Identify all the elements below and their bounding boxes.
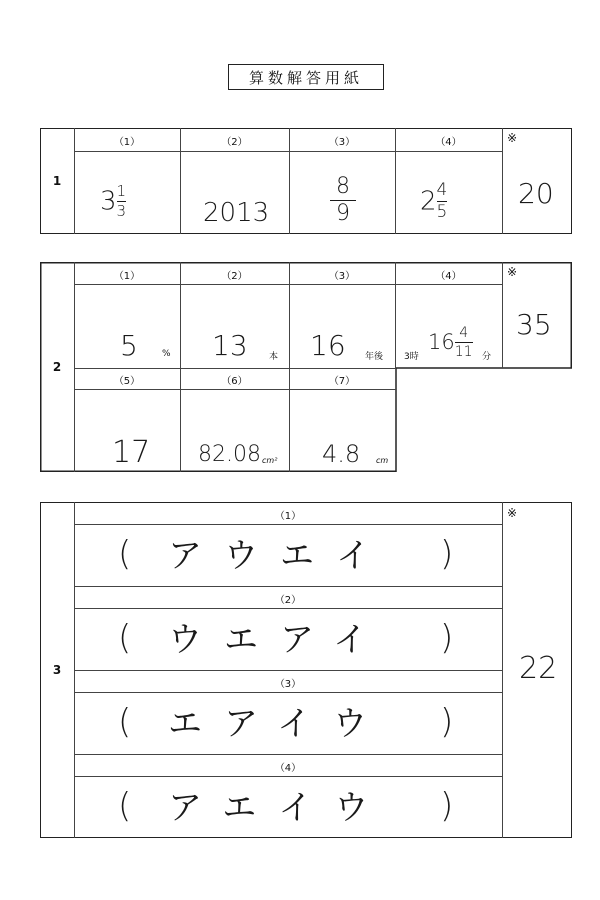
- label-row-divider: [74, 608, 502, 609]
- divider: [289, 262, 290, 472]
- answer-2-6: 82.08: [198, 442, 261, 467]
- sheet-title: 算数解答用紙: [228, 64, 384, 90]
- answer-1-1: [100, 184, 126, 219]
- unit-nengo: 年後: [365, 352, 384, 362]
- score-section-3: 22: [519, 651, 558, 686]
- unit-percent: %: [162, 349, 171, 359]
- close-paren: ): [440, 702, 454, 742]
- score-section-2: 35: [516, 308, 552, 341]
- answer-3-3: エアイウ: [168, 704, 389, 744]
- answer-2-5: 17: [112, 435, 151, 470]
- denominator: 9: [336, 201, 350, 226]
- unit-fun: 分: [482, 352, 492, 362]
- mixed-whole: 16: [428, 330, 455, 354]
- section-2-number: 2: [52, 360, 62, 374]
- numerator: 8: [336, 174, 350, 199]
- unit-hon: 本: [269, 352, 279, 362]
- q3-1-label: （1）: [274, 510, 302, 522]
- close-paren: ): [440, 534, 454, 574]
- answer-1-2: 2013: [203, 198, 270, 228]
- q3-3-label: （3）: [274, 678, 302, 690]
- numerator: 4: [459, 325, 469, 341]
- numerator: 4: [436, 180, 448, 200]
- open-paren: (: [118, 786, 132, 826]
- section-3-number: 3: [52, 663, 62, 677]
- score-section-1: 20: [518, 177, 554, 210]
- label-row-divider: [74, 389, 396, 390]
- divider: [502, 128, 503, 234]
- score-mark: ※: [507, 506, 518, 520]
- close-paren: ): [440, 618, 454, 658]
- row-divider: [74, 368, 396, 369]
- answer-2-4: [428, 326, 473, 359]
- answer-2-3: 16: [310, 329, 346, 362]
- unit-cm2: cm²: [262, 456, 278, 465]
- answer-2-7: 4.8: [322, 440, 361, 468]
- row-divider: [74, 586, 502, 587]
- q2-4-label: （4）: [435, 270, 462, 282]
- score-mark: ※: [507, 131, 518, 145]
- divider: [74, 262, 75, 472]
- q2-2-label: （2）: [221, 270, 248, 282]
- divider: [180, 262, 181, 472]
- q2-3-label: （3）: [328, 270, 356, 282]
- answer-2-2: 13: [212, 329, 248, 362]
- mixed-whole: 3: [100, 186, 117, 217]
- label-row-divider: [74, 692, 502, 693]
- answer-1-4: [420, 182, 447, 221]
- q1-4-label: （4）: [435, 136, 462, 148]
- numerator: 1: [116, 182, 127, 200]
- q2-5-label: （5）: [113, 375, 141, 387]
- divider: [502, 502, 503, 838]
- q1-2-label: （2）: [221, 136, 248, 148]
- q2-1-label: （1）: [113, 270, 141, 282]
- q1-1-label: （1）: [113, 136, 141, 148]
- answer-2-4-prefix: 3時: [404, 352, 419, 362]
- mixed-whole: 2: [420, 186, 437, 217]
- row-divider: [74, 670, 502, 671]
- open-paren: (: [118, 534, 132, 574]
- open-paren: (: [118, 702, 132, 742]
- answer-3-4: アエイウ: [168, 788, 391, 828]
- denominator: 11: [454, 344, 473, 360]
- label-row-divider: [74, 151, 502, 152]
- close-paren: ): [440, 786, 454, 826]
- answer-1-3: [330, 176, 356, 225]
- denominator: 5: [436, 202, 448, 222]
- answer-3-2: ウエアイ: [168, 620, 389, 660]
- section-1-number: 1: [52, 174, 62, 188]
- q2-7-label: （7）: [328, 375, 356, 387]
- q2-6-label: （6）: [221, 375, 248, 387]
- open-paren: (: [118, 618, 132, 658]
- label-row-divider: [74, 284, 502, 285]
- label-row-divider: [74, 524, 502, 525]
- q1-3-label: （3）: [328, 136, 356, 148]
- denominator: 3: [116, 202, 127, 220]
- answer-3-1: アウエイ: [168, 536, 392, 576]
- label-row-divider: [74, 776, 502, 777]
- score-mark: ※: [507, 265, 518, 279]
- q3-4-label: （4）: [274, 762, 302, 774]
- answer-2-1: 5: [120, 329, 138, 362]
- q3-2-label: （2）: [274, 594, 302, 606]
- row-divider: [74, 754, 502, 755]
- unit-cm: cm: [376, 456, 389, 465]
- divider: [502, 262, 503, 368]
